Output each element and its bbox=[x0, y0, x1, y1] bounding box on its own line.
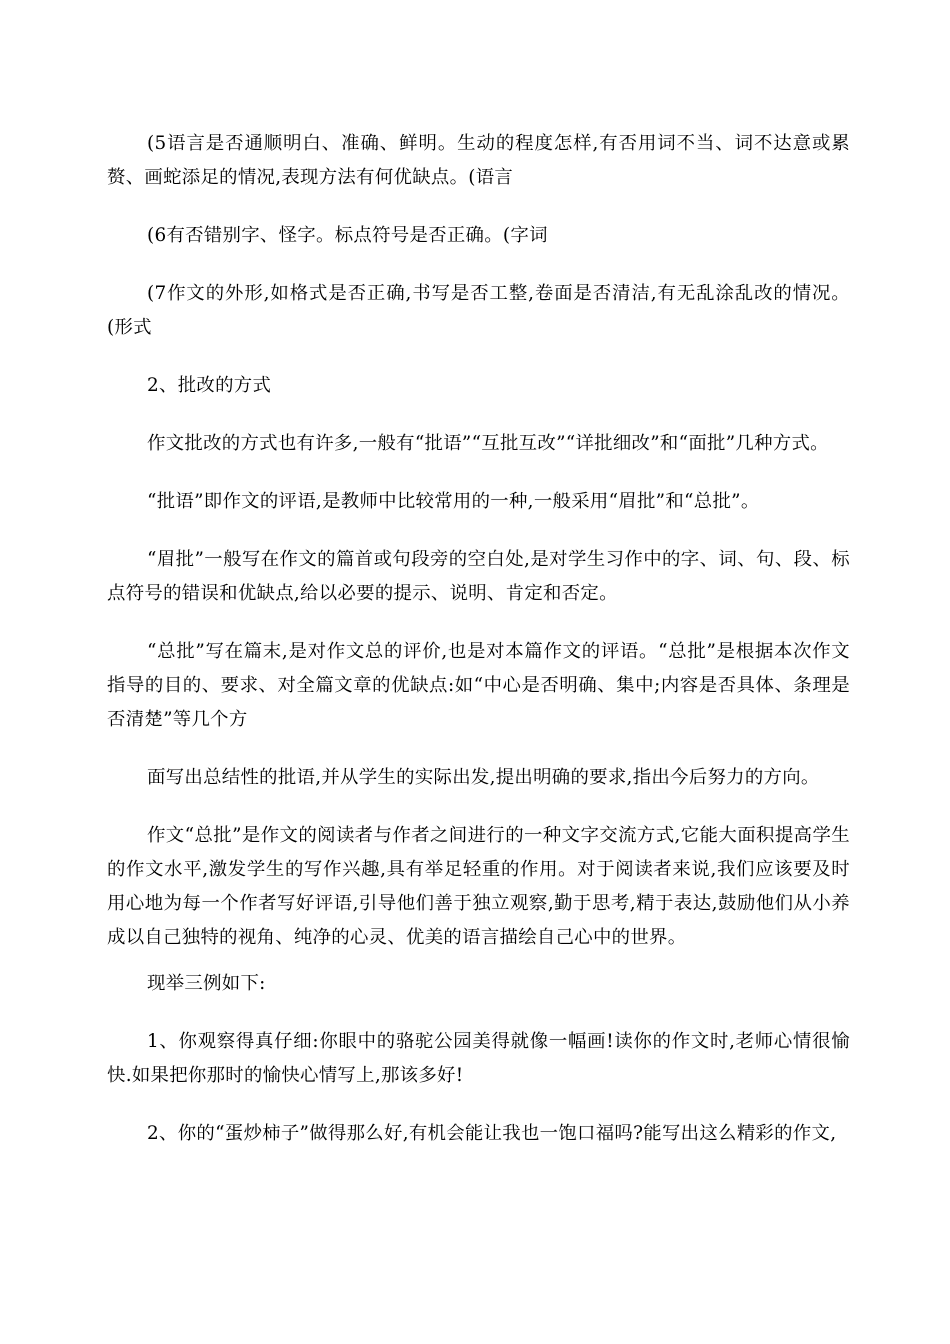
document-body bbox=[107, 127, 850, 1151]
section-heading-correction-methods: 2、批改的方式 bbox=[147, 375, 272, 396]
paragraph-summary-continuation: 面写出总结性的批语,并从学生的实际出发,提出明确的要求,指出今后努力的方向。 bbox=[147, 767, 820, 788]
paragraph-methods-overview: 作文批改的方式也有许多,一般有“批语”“互批互改”“详批细改”和“面批”几种方式。 bbox=[147, 433, 829, 454]
paragraph-language-criteria: (5语言是否通顺明白、准确、鲜明。生动的程度怎样,有否用词不当、词不达意或累赘、画蛇添足的情况,表现方法有何优缺点。(语言 bbox=[107, 133, 850, 188]
paragraph-summary-comments: “总批”写在篇末,是对作文总的评价,也是对本篇作文的评语。“总批”是根据本次作文指导的目的、要求、对全篇文章的优缺点:如“中心是否明确、集中;内容是否具体、条理是否清楚”等几个方 bbox=[107, 641, 850, 730]
example-comment-2: 2、你的“蛋炒柿子”做得那么好,有机会能让我也一饱口福吗?能写出这么精彩的作文, bbox=[147, 1123, 837, 1144]
paragraph-examples-intro: 现举三例如下: bbox=[147, 973, 266, 994]
paragraph-comments-intro: “批语”即作文的评语,是教师中比较常用的一种,一般采用“眉批”和“总批”。 bbox=[147, 491, 760, 512]
paragraph-wording-criteria: (6有否错别字、怪字。标点符号是否正确。(字词 bbox=[147, 225, 548, 246]
example-comment-1: 1、你观察得真仔细:你眼中的骆驼公园美得就像一幅画!读你的作文时,老师心情很愉快.如果把你那时的愉快心情写上,那该多好! bbox=[107, 1031, 850, 1086]
paragraph-summary-importance: 作文“总批”是作文的阅读者与作者之间进行的一种文字交流方式,它能大面积提高学生的作文水平,激发学生的写作兴趣,具有举足轻重的作用。对于阅读者来说,我们应该要及时用心地为每一个作者写好评语,引导他们善于独立观察,勤于思考,精于表达,鼓励他们从小养成以自己独特的视角、纯净的心灵、优美的语言描绘自己心中的世界。 bbox=[107, 825, 850, 948]
paragraph-form-criteria: (7作文的外形,如格式是否正确,书写是否工整,卷面是否清洁,有无乱涂乱改的情况。(形式 bbox=[107, 283, 850, 338]
paragraph-margin-comments: “眉批”一般写在作文的篇首或句段旁的空白处,是对学生习作中的字、词、句、段、标点符号的错误和优缺点,给以必要的提示、说明、肯定和否定。 bbox=[107, 549, 850, 604]
